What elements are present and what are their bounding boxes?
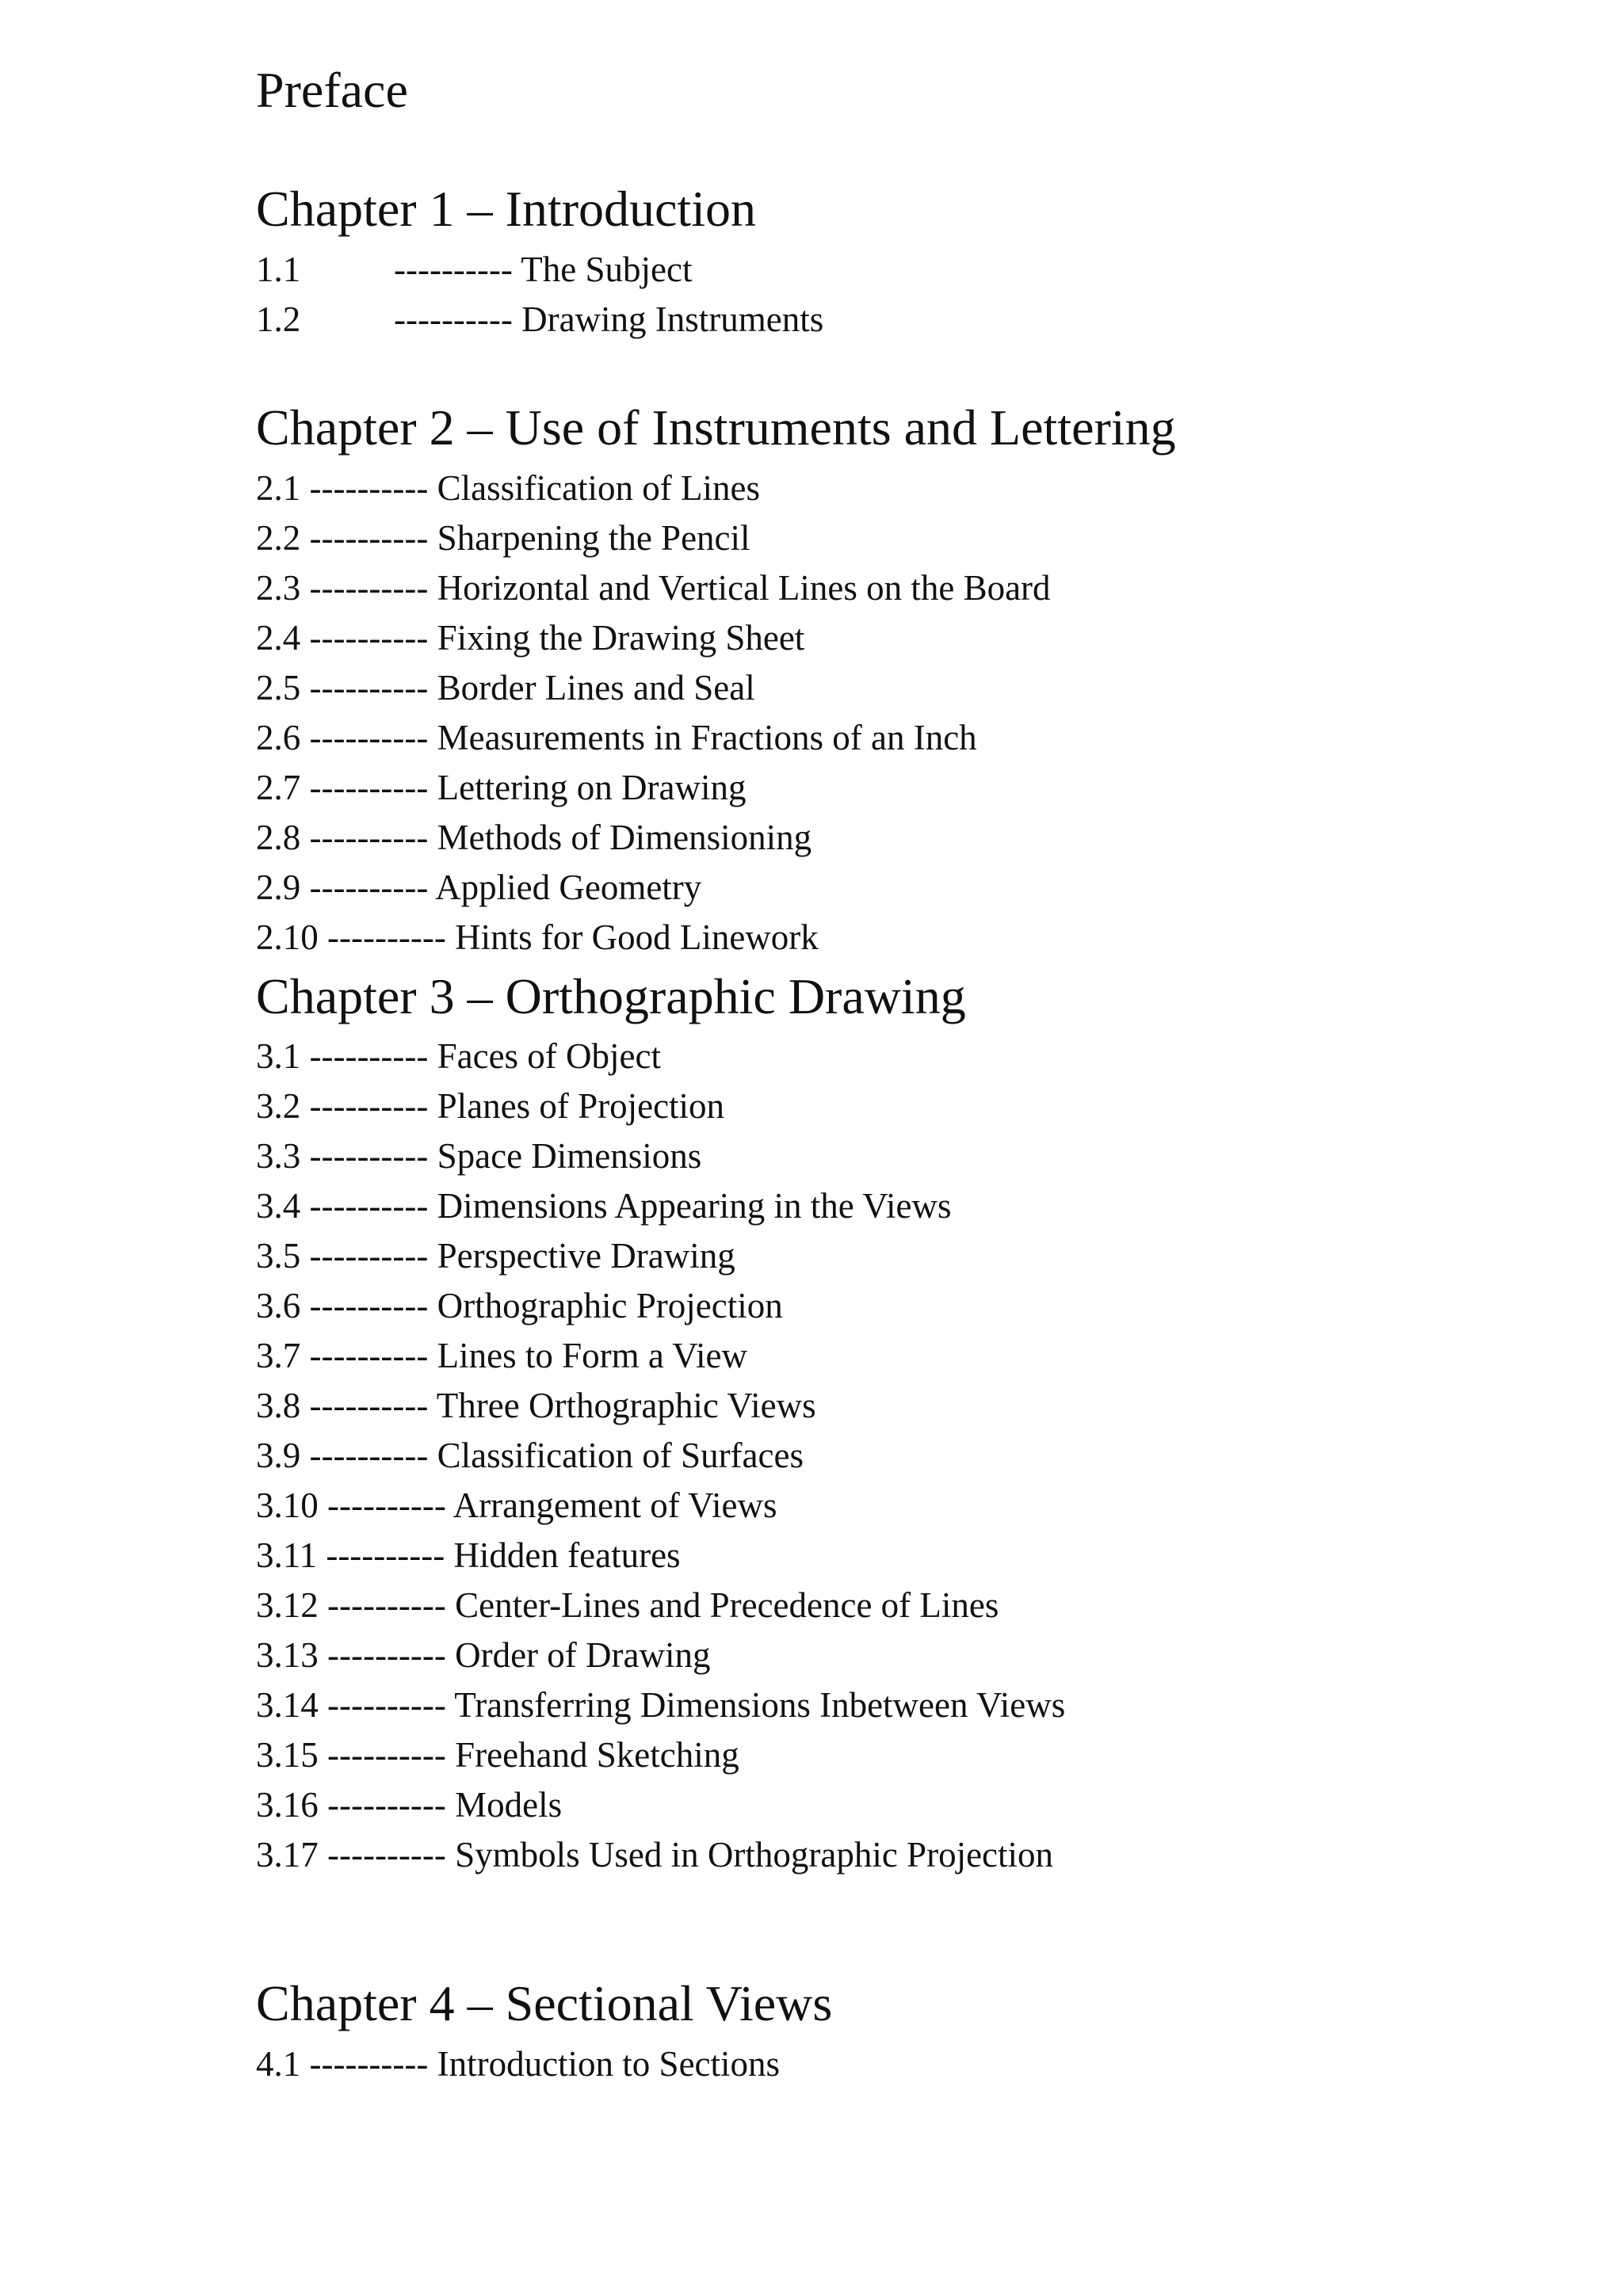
toc-entry: 3.5 ---------- Perspective Drawing (256, 1236, 735, 1276)
chapter-2-heading: Chapter 2 – Use of Instruments and Lettering (256, 399, 1176, 456)
toc-entry: 3.14 ---------- Transferring Dimensions Inbetween Views (256, 1685, 1066, 1725)
chapter-1-item-number: 1.2 (256, 299, 301, 339)
toc-entry: 3.3 ---------- Space Dimensions (256, 1136, 702, 1176)
toc-entry: 2.5 ---------- Border Lines and Seal (256, 668, 755, 707)
toc-entry: 3.2 ---------- Planes of Projection (256, 1086, 725, 1126)
chapter-1-item-text: ---------- Drawing Instruments (394, 299, 824, 339)
toc-entry: 2.2 ---------- Sharpening the Pencil (256, 518, 750, 558)
toc-entry: 3.8 ---------- Three Orthographic Views (256, 1386, 816, 1425)
toc-entry: 2.10 ---------- Hints for Good Linework (256, 917, 819, 957)
preface-heading: Preface (256, 62, 408, 118)
toc-entry: 3.17 ---------- Symbols Used in Orthographic Projection (256, 1835, 1054, 1875)
toc-entry: 3.9 ---------- Classification of Surfaces (256, 1436, 804, 1475)
toc-entry: 3.11 ---------- Hidden features (256, 1535, 681, 1575)
toc-entry: 2.1 ---------- Classification of Lines (256, 468, 761, 508)
toc-entry: 3.12 ---------- Center-Lines and Precedence of Lines (256, 1585, 999, 1625)
toc-entry: 2.7 ---------- Lettering on Drawing (256, 768, 747, 807)
toc-entry: 3.7 ---------- Lines to Form a View (256, 1336, 748, 1375)
toc-entry: 3.1 ---------- Faces of Object (256, 1036, 661, 1076)
toc-entry: 3.13 ---------- Order of Drawing (256, 1635, 711, 1675)
chapter-4-heading: Chapter 4 – Sectional Views (256, 1975, 833, 2031)
toc-entry: 3.10 ---------- Arrangement of Views (256, 1486, 777, 1525)
chapter-1-item-text: ---------- The Subject (394, 250, 693, 289)
toc-entry: 2.4 ---------- Fixing the Drawing Sheet (256, 618, 805, 658)
toc-entry: 2.6 ---------- Measurements in Fractions of an Inch (256, 718, 977, 757)
toc-entry: 3.4 ---------- Dimensions Appearing in the Views (256, 1186, 952, 1226)
toc-entry: 3.6 ---------- Orthographic Projection (256, 1286, 783, 1325)
chapter-3-heading: Chapter 3 – Orthographic Drawing (256, 968, 966, 1024)
toc-entry: 3.15 ---------- Freehand Sketching (256, 1735, 739, 1775)
toc-entry: 2.8 ---------- Methods of Dimensioning (256, 818, 812, 857)
toc-entry: 3.16 ---------- Models (256, 1785, 563, 1825)
toc-entry: 4.1 ---------- Introduction to Sections (256, 2044, 781, 2084)
toc-entry: 2.3 ---------- Horizontal and Vertical Lines on the Board (256, 568, 1051, 608)
toc-entry: 2.9 ---------- Applied Geometry (256, 868, 702, 907)
chapter-1-heading: Chapter 1 – Introduction (256, 181, 756, 237)
chapter-1-item-number: 1.1 (256, 250, 301, 289)
